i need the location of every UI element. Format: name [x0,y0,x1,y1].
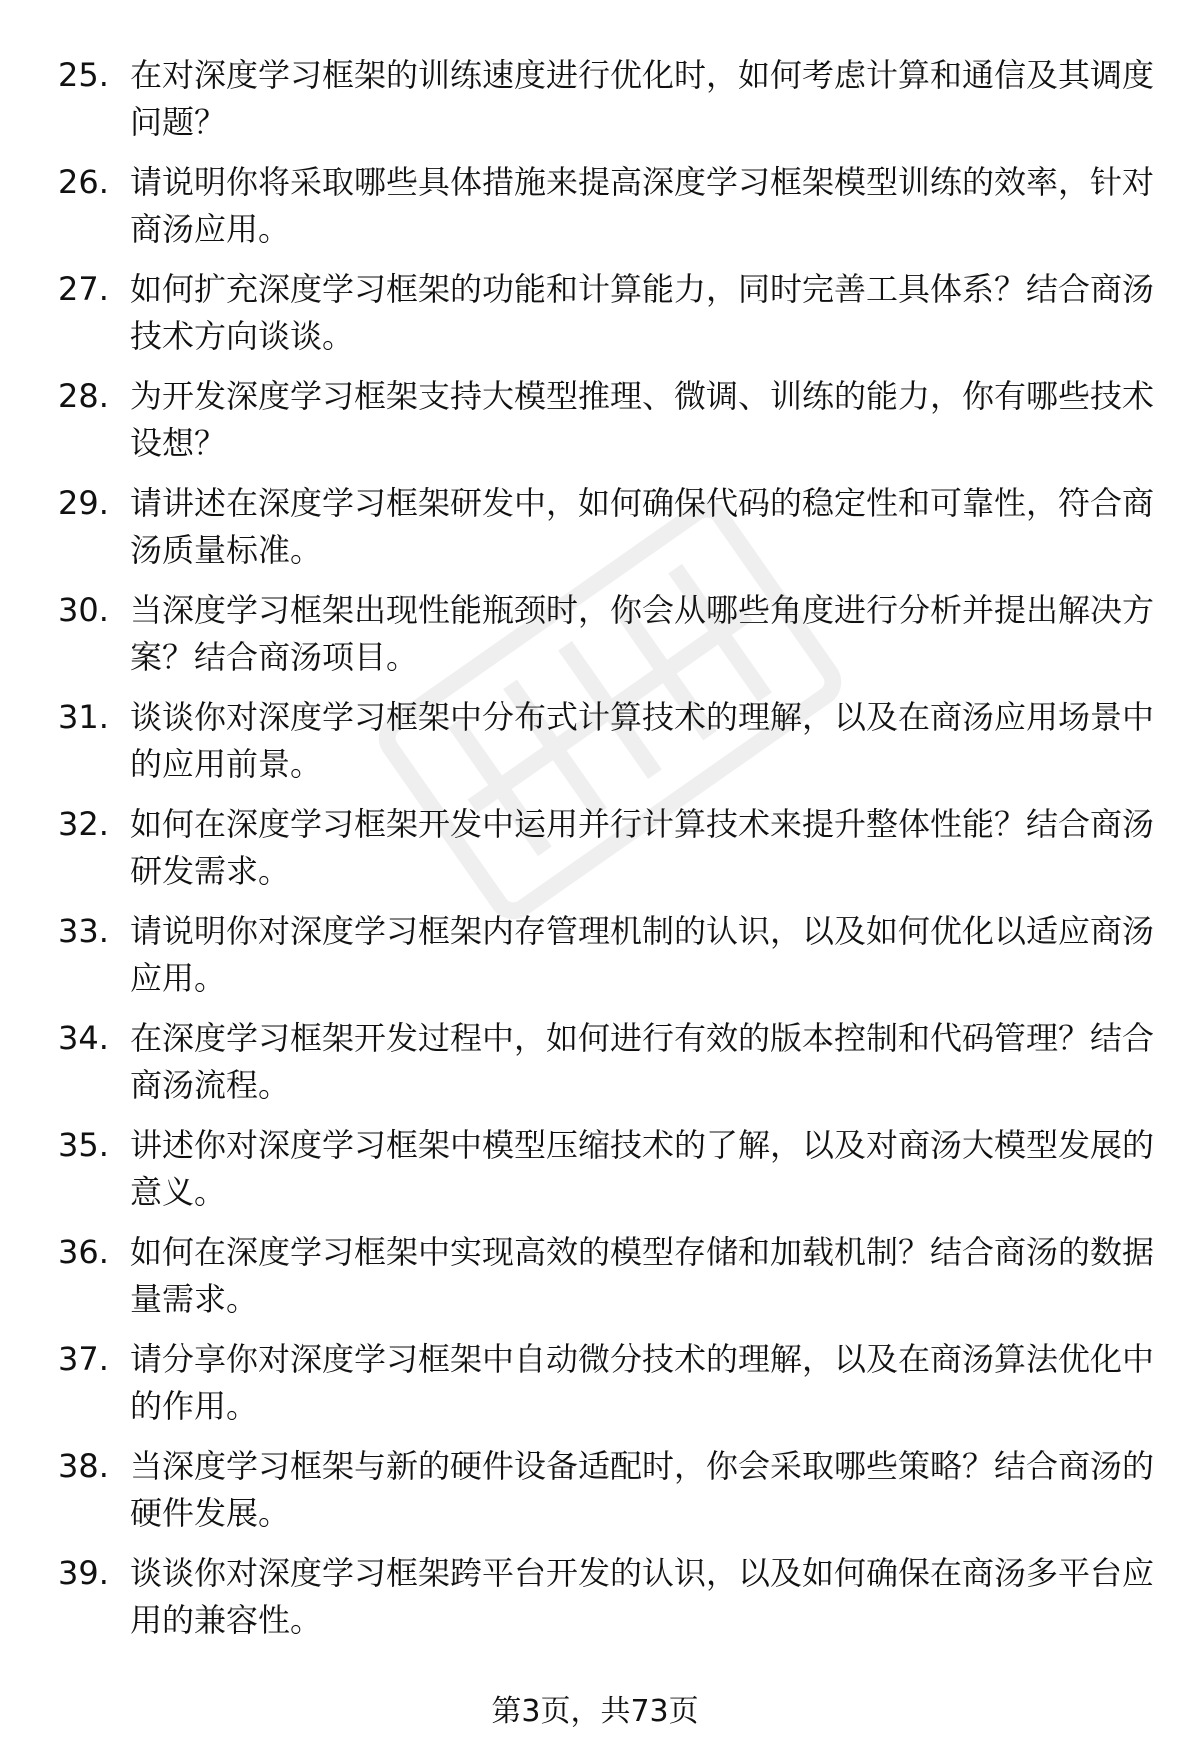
page-number-label: 第3页，共73页 [491,1694,699,1729]
question-number: 25. [58,56,109,94]
question-number: 38. [58,1447,109,1485]
question-text: 讲述你对深度学习框架中模型压缩技术的了解，以及对商汤大模型发展的意义。 [130,1126,1155,1211]
question-number: 28. [58,377,109,415]
question-number: 31. [58,698,109,736]
question-number: 33. [58,912,109,950]
question-item [0,1336,1190,1443]
question-item [0,1443,1190,1550]
question-item [0,1550,1190,1657]
question-item [0,1015,1190,1122]
question-item [0,694,1190,801]
question-item [0,1122,1190,1229]
question-text: 如何在深度学习框架开发中运用并行计算技术来提升整体性能？结合商汤研发需求。 [130,805,1155,890]
question-text: 如何扩充深度学习框架的功能和计算能力，同时完善工具体系？结合商汤技术方向谈谈。 [130,270,1155,355]
question-item [0,52,1190,159]
question-text: 请说明你将采取哪些具体措施来提高深度学习框架模型训练的效率，针对商汤应用。 [130,163,1155,248]
question-text: 请说明你对深度学习框架内存管理机制的认识，以及如何优化以适应商汤应用。 [130,912,1155,997]
question-item [0,480,1190,587]
question-number: 36. [58,1233,109,1271]
question-number: 37. [58,1340,109,1378]
question-text: 如何在深度学习框架中实现高效的模型存储和加载机制？结合商汤的数据量需求。 [130,1233,1155,1318]
question-list [0,52,1190,1657]
question-item [0,801,1190,908]
question-item [0,159,1190,266]
question-text: 在对深度学习框架的训练速度进行优化时，如何考虑计算和通信及其调度问题？ [130,56,1155,141]
question-number: 32. [58,805,109,843]
question-number: 35. [58,1126,109,1164]
question-text: 谈谈你对深度学习框架中分布式计算技术的理解，以及在商汤应用场景中的应用前景。 [130,698,1155,783]
question-number: 27. [58,270,109,308]
question-text: 请分享你对深度学习框架中自动微分技术的理解，以及在商汤算法优化中的作用。 [130,1340,1155,1425]
question-number: 29. [58,484,109,522]
question-item [0,266,1190,373]
question-number: 34. [58,1019,109,1057]
question-item [0,373,1190,480]
question-number: 30. [58,591,109,629]
question-text: 为开发深度学习框架支持大模型推理、微调、训练的能力，你有哪些技术设想？ [130,377,1155,462]
question-text: 请讲述在深度学习框架研发中，如何确保代码的稳定性和可靠性，符合商汤质量标准。 [130,484,1155,569]
question-text: 在深度学习框架开发过程中，如何进行有效的版本控制和代码管理？结合商汤流程。 [130,1019,1155,1104]
question-item [0,587,1190,694]
question-number: 26. [58,163,109,201]
question-text: 当深度学习框架出现性能瓶颈时，你会从哪些角度进行分析并提出解决方案？结合商汤项目。 [130,591,1155,676]
question-item [0,1229,1190,1336]
question-text: 当深度学习框架与新的硬件设备适配时，你会采取哪些策略？结合商汤的硬件发展。 [130,1447,1155,1532]
question-text: 谈谈你对深度学习框架跨平台开发的认识，以及如何确保在商汤多平台应用的兼容性。 [130,1554,1155,1639]
question-number: 39. [58,1554,109,1592]
question-item [0,908,1190,1015]
page-footer [0,1692,1190,1732]
